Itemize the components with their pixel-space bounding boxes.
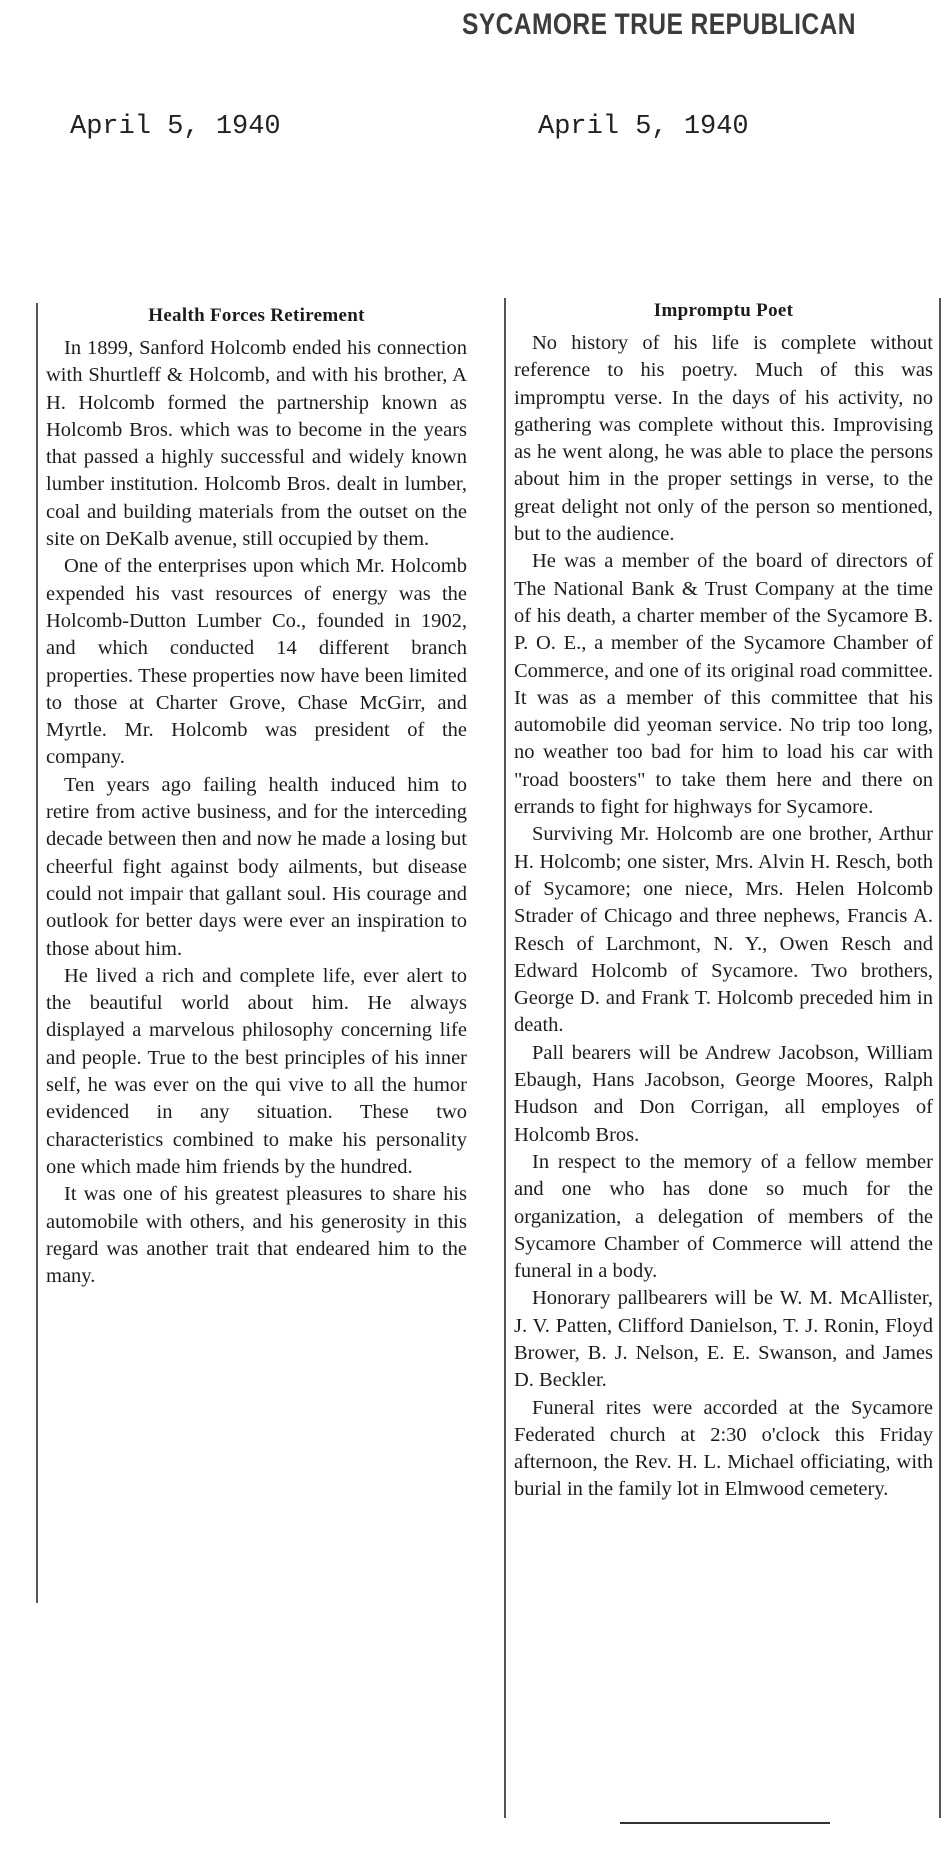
article-paragraph: Honorary pallbearers will be W. M. McAllister, J. V. Patten, Clifford Danielson, T. J. Ronin, Floyd Brower, B. J. Nelson, E. E. Swanson, and James D. Beckler. (514, 1287, 933, 1392)
headline: Health Forces Retirement (148, 305, 365, 326)
article-paragraph: No history of his life is complete without reference to his poetry. Much of this was impromptu verse. In the days of his activity, no gathering was complete without this. Improvising as he went along, he was able to place the persons about him in the proper settings in verse, to the great delight not only of the person so mentioned, but to the audience. (514, 332, 933, 546)
article-paragraph: He was a member of the board of directors of The National Bank & Trust Company at the time of his death, a charter member of the Sycamore B. P. O. E., a member of the Sycamore Chamber of Commerce, and one of its original road committee. It was as a member of this committee that his automobile did yeoman service. No trip too long, no weather too bad for him to load his car with "road boosters" to take them here and there on errands to fight for highways for Sycamore. (514, 550, 933, 819)
end-rule-divider (620, 1822, 830, 1824)
article-paragraph: In respect to the memory of a fellow member and one who has done so much for the organization, a delegation of members of the Sycamore Chamber of Commerce will attend the funeral in a body. (514, 1150, 933, 1283)
article-paragraph: One of the enterprises upon which Mr. Holcomb expended his vast resources of energy was the Holcomb-Dutton Lumber Co., founded in 1902, and which conducted 14 different branch properties. These properties now have been limited to those at Charter Grove, Chase McGirr, and Myrtle. Mr. Holcomb was president of the company. (46, 555, 467, 769)
article-paragraph: In 1899, Sanford Holcomb ended his connection with Shurtleff & Holcomb, and with his brother, A H. Holcomb formed the partnership known as Holcomb Bros. which was to become in the years that passed a highly successful and widely known lumber institution. Holcomb Bros. dealt in lumber, coal and building materials from the outset on the site on DeKalb avenue, still occupied by them. (46, 337, 467, 551)
clipping-health-forces-retirement (36, 303, 471, 1603)
article-paragraph: Funeral rites were accorded at the Sycamore Federated church at 2:30 o'clock this Friday afternoon, the Rev. H. L. Michael officiating, with burial in the family lot in Elmwood cemetery. (514, 1396, 933, 1501)
date-left: April 5, 1940 (70, 112, 281, 142)
newspaper-masthead: SYCAMORE TRUE REPUBLICAN (462, 8, 856, 41)
article-paragraph: It was one of his greatest pleasures to share his automobile with others, and his generosity in this regard was another trait that endeared him to the many. (46, 1183, 467, 1288)
article-paragraph: Pall bearers will be Andrew Jacobson, William Ebaugh, Hans Jacobson, George Moores, Ralph Hudson and Don Corrigan, all employes of Holcomb Bros. (514, 1041, 933, 1146)
article-paragraph: Surviving Mr. Holcomb are one brother, Arthur H. Holcomb; one sister, Mrs. Alvin H. Resch, both of Sycamore; one niece, Mrs. Helen Holcomb Strader of Chicago and three nephews, Francis A. Resch of Larchmont, N. Y., Owen Resch and Edward Holcomb of Sycamore. Two brothers, George D. and Frank T. Holcomb preceded him in death. (514, 823, 933, 1037)
clipping-impromptu-poet (504, 298, 941, 1818)
article-paragraph: He lived a rich and complete life, ever alert to the beautiful world about him. He always displayed a marvelous philosophy concerning life and people. True to the best principles of his inner self, he was ever on the qui vive to all the humor evidenced in any situation. These two characteristics combined to make his personality one which made him friends by the hundred. (46, 964, 467, 1178)
article-paragraph: Ten years ago failing health induced him to retire from active business, and for the interceding decade between then and now he made a losing but cheerful fight against body ailments, but disease could not impair that gallant soul. His courage and outlook for better days were ever an inspiration to those about him. (46, 773, 467, 960)
date-right: April 5, 1940 (538, 112, 749, 142)
headline: Impromptu Poet (653, 300, 794, 321)
